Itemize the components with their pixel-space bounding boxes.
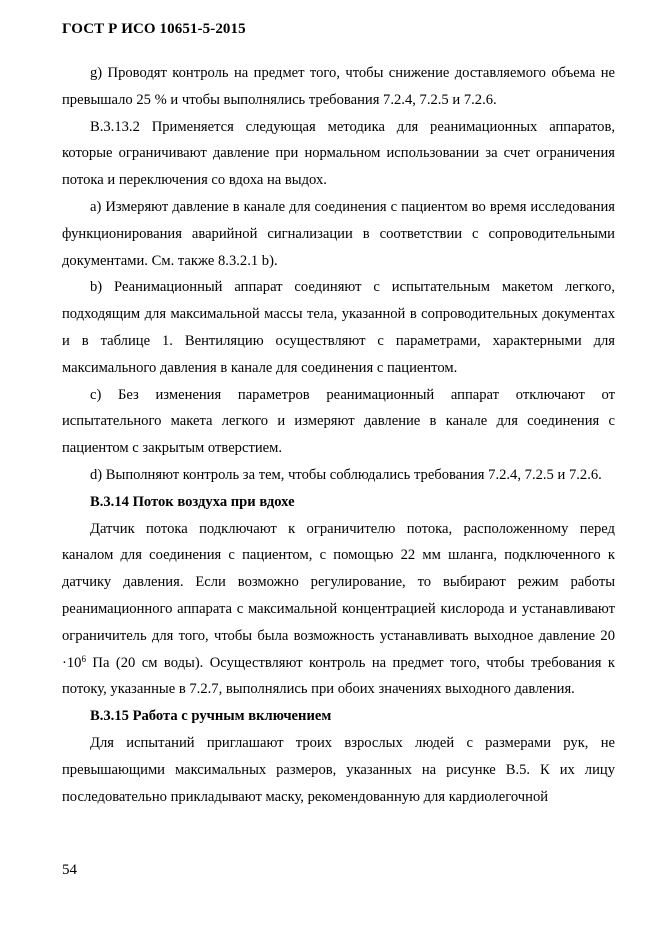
paragraph-g: g) Проводят контроль на предмет того, чтобы снижение доставляемого объема не превышало 25 % и чтобы выполнялись требования 7.2.4, 7.2.5 и 7.2.6. [62, 65, 615, 108]
paragraph-flow-sensor-text-2: Па (20 см воды). Осуществляют контроль на предмет того, чтобы требования к потоку, указанные в 7.2.7, выполнялись при обоих значениях выходного давления. [62, 654, 615, 698]
section-heading-b-3-15: В.3.15 Работа с ручным включением [90, 708, 332, 725]
paragraph-d: d) Выполняют контроль за тем, чтобы соблюдались требования 7.2.4, 7.2.5 и 7.2.6. [90, 466, 602, 483]
paragraph-a: а) Измеряют давление в канале для соединения с пациентом во время исследования функционирования аварийной сигнализации в соответствии с сопроводительными документами. См. также 8.3.2.1 b). [62, 198, 615, 269]
standard-header: ГОСТ Р ИСО 10651-5-2015 [62, 21, 246, 37]
page-number: 54 [62, 862, 77, 878]
section-heading-b-3-14: В.3.14 Поток воздуха при вдохе [90, 493, 295, 510]
paragraph-c: c) Без изменения параметров реанимационный аппарат отключают от испытательного макета легкого и измеряют давление в канале для соединения с пациентом с закрытым отверстием. [62, 386, 615, 457]
document-body [62, 60, 615, 810]
paragraph-manual-test: Для испытаний приглашают троих взрослых людей с размерами рук, не превышающими максимальных размеров, указанных на рисунке В.5. К их лицу последовательно прикладывают маску, рекомендованную для кардиолегочной [62, 734, 615, 805]
paragraph-flow-sensor-text-1: Датчик потока подключают к ограничителю потока, расположенному перед каналом для соединения с пациентом, с помощью 22 мм шланга, подключенного к датчику давления. Если возможно регулирование, то выбирают режим работы реанимационного аппарата с максимальной концентрацией кислорода и устанавливают ограничитель для того, чтобы была возможность устанавливать выходное давление 20 ·10 [62, 520, 615, 671]
paragraph-flow-sensor [62, 516, 615, 704]
paragraph-b: b) Реанимационный аппарат соединяют с испытательным макетом легкого, подходящим для максимальной массы тела, указанной в сопроводительных документах и в таблице 1. Вентиляцию осуществляют с параметрами, характерными для максимального давления в канале для соединения с пациентом. [62, 279, 615, 376]
paragraph-b-3-13-2: В.3.13.2 Применяется следующая методика для реанимационных аппаратов, которые ограничивают давление при нормальном использовании за счет ограничения потока и переключения со вдоха на выдох. [62, 118, 615, 189]
exponent-superscript: 6 [81, 653, 86, 664]
